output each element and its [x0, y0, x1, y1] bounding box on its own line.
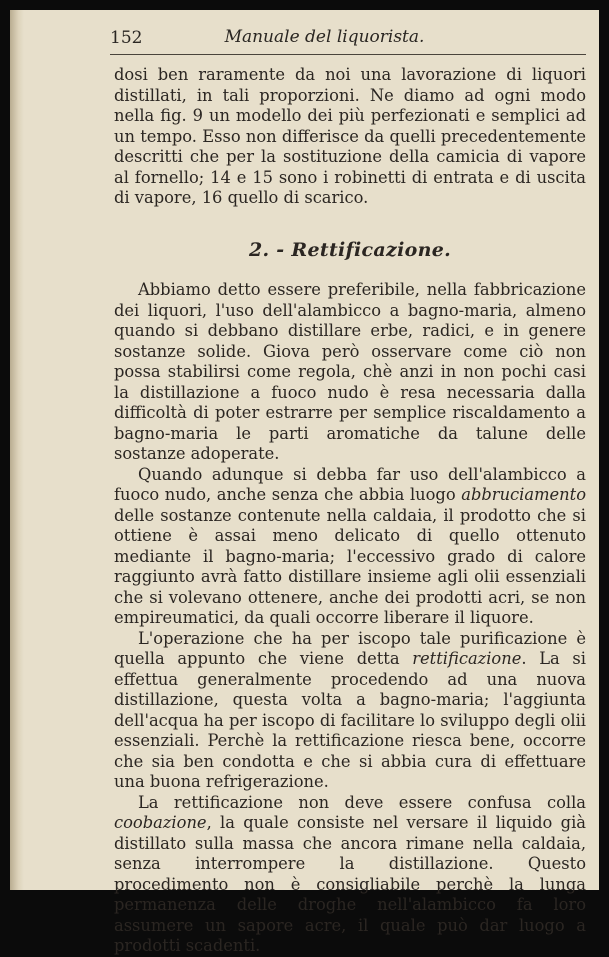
- running-title: Manuale del liquorista.: [224, 27, 425, 47]
- page-number: 152: [110, 28, 143, 48]
- italic-term-coobazione: coobazione: [114, 813, 207, 832]
- paragraph-2-text-a: Quando adunque si debba far uso dell'alambicco a fuoco nudo, anche senza che abbia luogo: [114, 464, 586, 504]
- paragraph-4-text-b: , la quale consiste nel versare il liquido già distillato sulla massa che ancora rimane nella caldaia, senza interrompere la distillazione. Questo procedimento non è consigliabile perchè la lunga permanenza delle droghe nell'alambicco fa loro assumere un sapore acre, il quale può dar luogo a prodotti scadenti.: [114, 813, 586, 955]
- header-rule: [110, 54, 586, 55]
- paragraph-4-text-a: La rettificazione non deve essere confusa colla: [138, 792, 586, 812]
- page-binding-edge: [10, 10, 24, 890]
- italic-term-abbruciamento: abbruciamento: [461, 485, 586, 504]
- paragraph-3: [114, 629, 586, 793]
- paragraph-3-text-a: L'operazione che ha per iscopo tale purificazione è quella appunto che viene detta: [114, 628, 586, 668]
- page-header: [10, 24, 599, 54]
- paragraph-2: [114, 465, 586, 629]
- book-page: [10, 10, 599, 955]
- paragraph-2-text-b: delle sostanze contenute nella caldaia, il prodotto che si ottiene è assai meno delicato di quello ottenuto mediante il bagno-maria; l'eccessivo grado di calore raggiunto avrà fatto distillare insieme agli olii essenziali che si volevano ottenere, anche dei prodotti acri, se non empireumatici, da quali occorre liberare il liquore.: [114, 505, 586, 627]
- continued-paragraph: dosi ben raramente da noi una lavorazione di liquori distillati, in tali proporzioni. Ne diamo ad ogni modo nella fig. 9 un modello dei più perfezionati e semplici ad un tempo. Esso non differisce da quelli precedentemente descritti che per la sostituzione della camicia di vapore al fornello; 14 e 15 sono i robinetti di entrata e di uscita di vapore, 16 quello di scarico.: [114, 65, 586, 207]
- italic-term-rettificazione: rettificazione: [412, 649, 522, 668]
- paragraph-3-text-b: . La si effettua generalmente procedendo ad una nuova distillazione, questa volta a bagno-maria; l'aggiunta dell'acqua ha per iscopo di facilitare lo sviluppo degli olii essenziali. Perchè la rettificazione riesca bene, occorre che sia ben condotta e che si abbia cura di effettuare una buona refrigerazione.: [114, 649, 586, 791]
- paragraph-1: Abbiamo detto essere preferibile, nella fabbricazione dei liquori, l'uso dell'alambicco a bagno-maria, almeno quando si debbano distillare erbe, radici, e in genere sostanze solide. Giova però osservare come ciò non possa stabilirsi come regola, chè anzi in non pochi casi la distillazione a fuoco nudo è resa necessaria dalla difficoltà di poter estrarre per semplice riscaldamento a bagno-maria le parti aromatiche da talune delle sostanze adoperate.: [114, 280, 586, 463]
- section-title: 2. - Rettificazione.: [248, 238, 452, 261]
- page-body: [114, 65, 586, 957]
- paragraph-4: [114, 793, 586, 957]
